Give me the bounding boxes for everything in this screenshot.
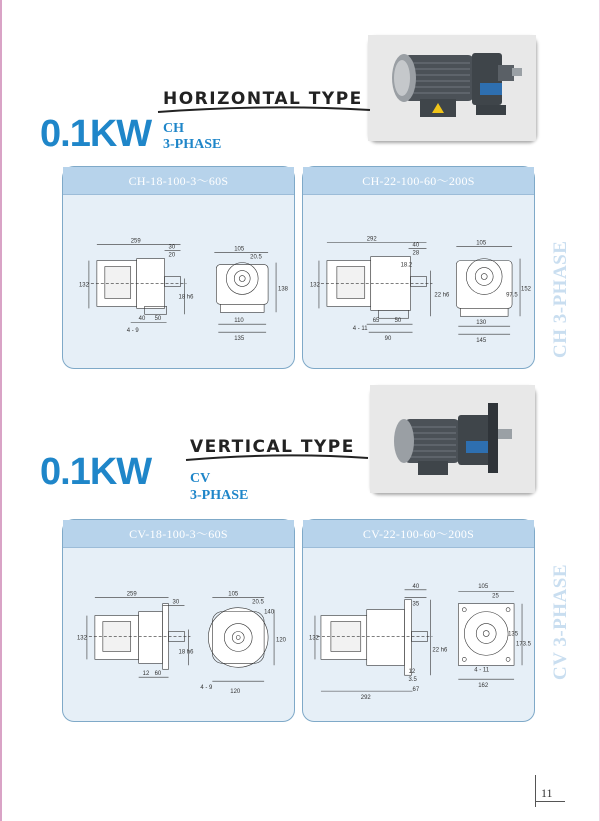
dim-label: 22 h6 — [432, 647, 448, 654]
dim-label: 18 h6 — [178, 294, 194, 301]
panel-title: CV-22-100-60～200S — [303, 520, 534, 548]
vertical-type-heading: VERTICAL TYPE — [190, 437, 355, 457]
spec-panel-ch-22 — [302, 166, 535, 369]
dim-label: 110 — [234, 318, 244, 325]
dim-label: 20 — [168, 252, 176, 259]
dim-label: 67 — [412, 687, 420, 694]
dim-label: 60 — [154, 671, 162, 678]
dim-label: 25 — [492, 593, 499, 600]
dim-label: 97.5 — [506, 292, 518, 299]
dim-label: 28 — [412, 250, 420, 257]
ch-side-label: CH 3-PHASE — [550, 240, 571, 358]
dim-label: 135 — [234, 336, 245, 343]
dim-label: 40 — [138, 316, 146, 323]
dim-label: 12 — [408, 669, 416, 676]
dim-label: 152 — [521, 286, 531, 293]
dim-label: 173.5 — [516, 641, 531, 648]
spec-panel-cv-22 — [302, 519, 535, 722]
dim-label: 30 — [168, 244, 176, 251]
dim-label: 20.5 — [252, 599, 264, 606]
dim-label: 18.2 — [400, 262, 413, 269]
dim-label: 132 — [309, 635, 319, 642]
spec-panel-cv-18 — [62, 519, 295, 722]
dim-label: 20.5 — [250, 254, 262, 261]
horizontal-phase-label: 3-PHASE — [163, 137, 222, 152]
dim-label: 140 — [264, 609, 275, 616]
dimension-drawing-ch-18 — [69, 201, 288, 360]
dim-label: 105 — [476, 240, 487, 247]
dim-label: 40 — [412, 583, 420, 590]
dimension-drawing-cv-22 — [309, 554, 531, 713]
dim-label: 259 — [126, 591, 137, 598]
dimension-drawing-cv-18 — [69, 554, 288, 713]
dim-label: 50 — [394, 318, 402, 325]
dim-label: 132 — [309, 282, 320, 289]
ch-motor-photo — [368, 35, 536, 141]
dim-label: 135 — [508, 631, 519, 638]
dim-label: 18 h6 — [178, 649, 194, 656]
dim-label: 4 - 9 — [126, 328, 139, 335]
dim-label: 65 — [372, 318, 380, 325]
dim-label: 30 — [172, 599, 180, 606]
vertical-series-code: CV — [190, 471, 211, 486]
dim-label: 22 h6 — [434, 292, 450, 299]
dim-label: 4 - 9 — [200, 685, 213, 692]
panel-title: CV-18-100-3～60S — [63, 520, 294, 548]
dim-label: 138 — [278, 286, 288, 293]
page-number: 11 — [541, 786, 553, 800]
dim-label: 50 — [154, 316, 162, 323]
dim-label: 292 — [360, 695, 371, 702]
dim-label: 4 - 11 — [352, 326, 368, 333]
horizontal-series-code: CH — [163, 121, 184, 136]
panel-title: CH-22-100-60～200S — [303, 167, 534, 195]
dim-label: 105 — [228, 591, 239, 598]
dim-label: 3.5 — [408, 677, 417, 684]
dim-label: 120 — [230, 689, 241, 696]
dimension-drawing-ch-22 — [309, 201, 531, 360]
dim-label: 105 — [234, 246, 245, 253]
cv-motor-photo — [370, 385, 535, 493]
page-number-rule — [535, 801, 565, 802]
dim-label: 105 — [478, 583, 489, 590]
dim-label: 12 — [142, 671, 150, 678]
page-number-rule — [535, 775, 536, 807]
spec-panel-ch-18 — [62, 166, 295, 369]
horizontal-type-heading: HORIZONTAL TYPE — [163, 89, 363, 109]
dim-label: 132 — [78, 282, 89, 289]
dim-label: 292 — [366, 236, 377, 243]
vertical-power-label: 0.1KW — [40, 451, 152, 493]
dim-label: 130 — [476, 320, 487, 327]
dim-label: 35 — [412, 601, 420, 608]
dim-label: 4 - 11 — [474, 667, 490, 674]
dim-label: 90 — [384, 336, 392, 343]
dim-label: 132 — [76, 635, 87, 642]
vertical-phase-label: 3-PHASE — [190, 488, 249, 503]
dim-label: 40 — [412, 242, 420, 249]
dim-label: 145 — [476, 338, 487, 345]
cv-side-label: CV 3-PHASE — [550, 563, 571, 680]
dim-label: 162 — [478, 683, 489, 690]
panel-title: CH-18-100-3～60S — [63, 167, 294, 195]
dim-label: 120 — [276, 637, 287, 644]
dim-label: 259 — [130, 238, 141, 245]
horizontal-power-label: 0.1KW — [40, 113, 152, 155]
